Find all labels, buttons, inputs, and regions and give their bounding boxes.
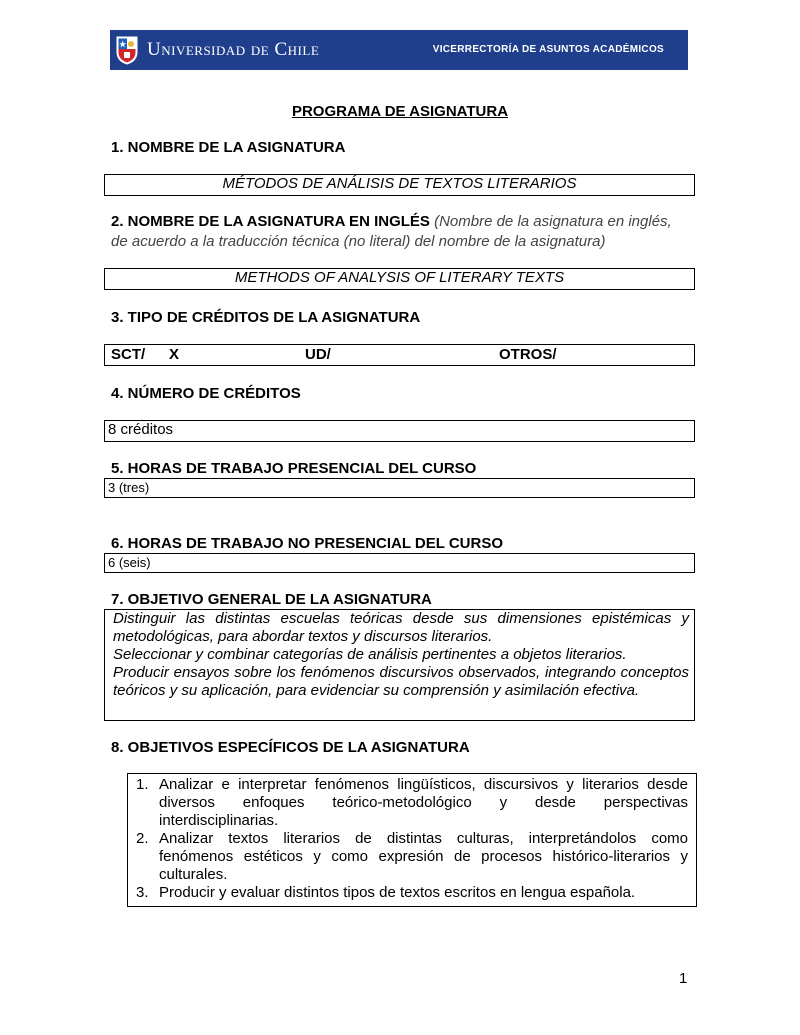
page-number: 1 (679, 970, 688, 987)
list-item-number: 1. (136, 776, 149, 793)
credit-type-box (104, 344, 695, 366)
university-name: Universidad de Chile (147, 39, 320, 60)
document-title: PROGRAMA DE ASIGNATURA (291, 103, 509, 120)
non-presential-hours-value: 6 (seis) (108, 555, 151, 570)
english-name-value: METHODS OF ANALYSIS OF LITERARY TEXTS (234, 269, 565, 286)
section-1-heading: 1. NOMBRE DE LA ASIGNATURA (111, 139, 346, 156)
section-2-heading-text: 2. NOMBRE DE LA ASIGNATURA EN INGLÉS (111, 213, 430, 230)
section-2-heading (111, 213, 672, 231)
credits-box (104, 420, 695, 442)
office-name: VICERRECTORÍA DE ASUNTOS ACADÉMICOS (432, 44, 664, 55)
section-2-note-line2: de acuerdo a la traducción técnica (no literal) del nombre de la asignatura) (111, 233, 606, 250)
sct-label: SCT/ (111, 346, 146, 363)
otros-label: OTROS/ (499, 346, 557, 363)
general-objective-paragraph: Seleccionar y combinar categorías de análisis pertinentes a objetos literarios. (113, 646, 627, 663)
section-2-note-line1: (Nombre de la asignatura en inglés, (434, 213, 672, 230)
specific-objectives-list (136, 776, 688, 902)
ud-label: UD/ (305, 346, 331, 363)
section-6-heading: 6. HORAS DE TRABAJO NO PRESENCIAL DEL CURSO (111, 535, 503, 552)
section-8-heading: 8. OBJETIVOS ESPECÍFICOS DE LA ASIGNATURA (111, 739, 470, 756)
presential-hours-box (104, 478, 695, 498)
list-item-text: Analizar e interpretar fenómenos lingüísticos, discursivos y literarios desde diversos enfoques teórico-metodológico y desde perspectivas interdisciplinarias. (159, 776, 688, 829)
list-item (136, 776, 688, 830)
course-name-value: MÉTODOS DE ANÁLISIS DE TEXTOS LITERARIOS (222, 175, 577, 192)
list-item-text: Producir y evaluar distintos tipos de textos escritos en lengua española. (159, 884, 636, 901)
list-item-number: 2. (136, 830, 149, 847)
section-5-heading: 5. HORAS DE TRABAJO PRESENCIAL DEL CURSO (111, 460, 477, 477)
english-name-box (104, 268, 695, 290)
credits-value: 8 créditos (108, 421, 174, 438)
header-banner (110, 30, 688, 70)
specific-objectives-box (127, 773, 697, 907)
list-item-text: Analizar textos literarios de distintas culturas, interpretándolos como fenómenos estéticos y como expresión de procesos histórico-literarios y culturales. (159, 830, 688, 883)
course-name-box (104, 174, 695, 196)
general-objective-paragraph: Producir ensayos sobre los fenómenos discursivos observados, integrando conceptos teóricos y su aplicación, para evidenciar su comprensión y asimilación efectiva. (113, 664, 689, 699)
non-presential-hours-box (104, 553, 695, 573)
list-item (136, 884, 688, 902)
section-3-heading: 3. TIPO DE CRÉDITOS DE LA ASIGNATURA (111, 309, 421, 326)
list-item-number: 3. (136, 884, 149, 901)
general-objective-box (104, 609, 695, 721)
section-4-heading: 4. NÚMERO DE CRÉDITOS (111, 385, 301, 402)
list-item (136, 830, 688, 884)
university-crest-icon (115, 35, 139, 65)
sct-mark: X (169, 346, 180, 363)
section-7-heading: 7. OBJETIVO GENERAL DE LA ASIGNATURA (111, 591, 432, 608)
presential-hours-value: 3 (tres) (108, 480, 150, 495)
general-objective-paragraph: Distinguir las distintas escuelas teóricas desde sus dimensiones epistémicas y metodológicas, para abordar textos y discursos literarios. (113, 610, 689, 645)
